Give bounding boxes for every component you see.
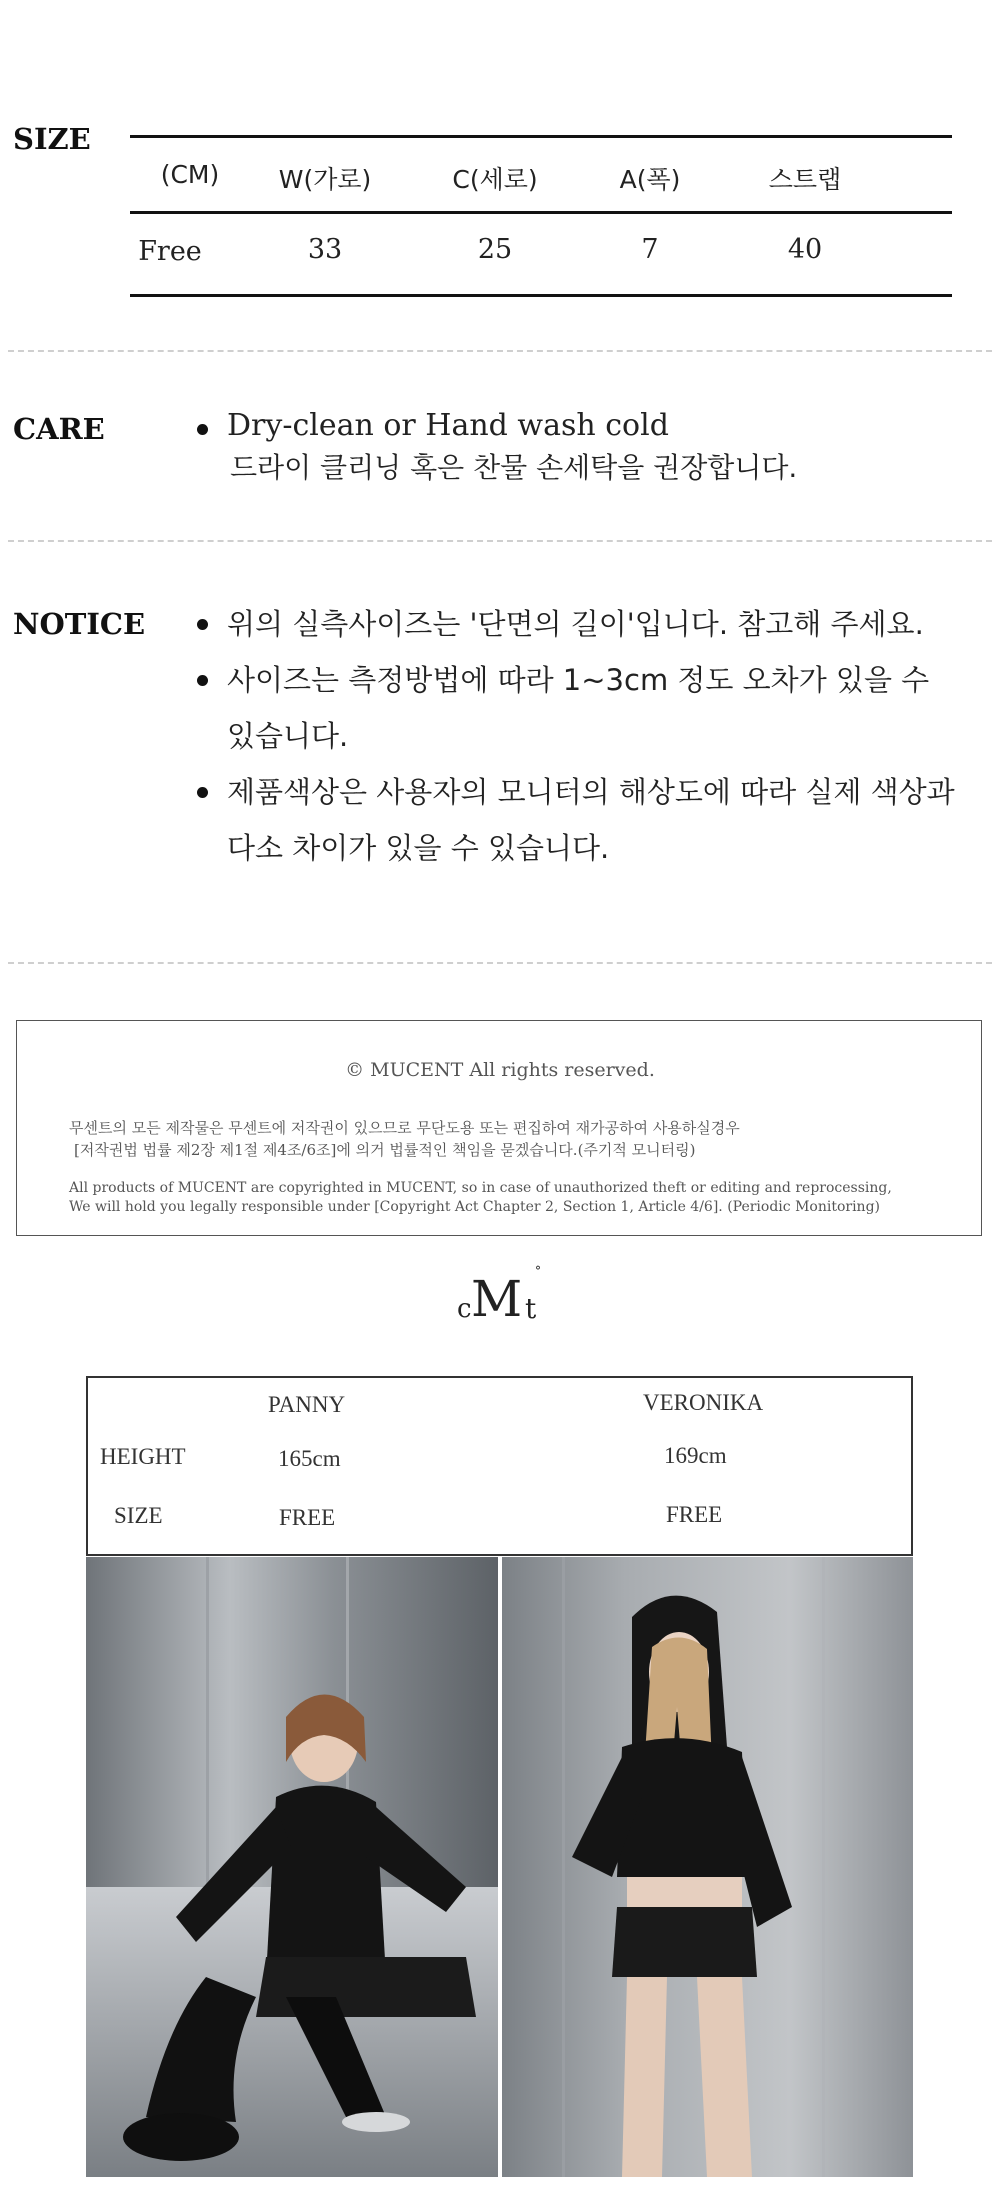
copyright-korean-line1: 무센트의 모든 제작물은 무센트에 저작권이 있으므로 무단도용 또는 편집하여 재가공하여 사용하실경우 [69, 1119, 740, 1137]
table-top-rule [130, 135, 952, 138]
size-header-depth: A(폭) [619, 165, 681, 194]
section-divider [8, 350, 992, 352]
notice-item-3 [227, 764, 955, 876]
model-info-table [86, 1376, 913, 1556]
copyright-box [16, 1020, 982, 1236]
care-english-text: Dry-clean or Hand wash cold [227, 408, 669, 443]
copyright-english-line2: We will hold you legally responsible under [Copyright Act Chapter 2, Section 1, Article 4/6]. (Periodic Monitoring) [69, 1199, 880, 1215]
size-cell-free: Free [138, 236, 202, 267]
table-mid-rule [130, 211, 952, 214]
notice-bullet [197, 675, 208, 686]
size-header-cm: (CM) [160, 160, 220, 189]
notice-item-2-line2: 있습니다. [227, 719, 349, 753]
photo-veronika-illustration [502, 1557, 913, 2177]
size-cell-height: 25 [477, 234, 513, 265]
table-bottom-rule [130, 294, 952, 297]
height-panny: 165cm [278, 1446, 341, 1471]
size-header-strap: 스트랩 [768, 165, 842, 194]
size-panny: FREE [279, 1505, 336, 1530]
size-cell-depth: 7 [641, 234, 659, 265]
model-photo-panny [86, 1557, 498, 2177]
size-veronika: FREE [666, 1502, 723, 1527]
logo-letter-t: t [525, 1292, 537, 1325]
care-bullet [197, 424, 208, 435]
notice-item-3-line1: 제품색상은 사용자의 모니터의 해상도에 따라 실제 색상과 [227, 775, 955, 809]
copyright-english-line1: All products of MUCENT are copyrighted in MUCENT, so in case of unauthorized theft or editing and reprocessing, [69, 1180, 892, 1196]
notice-bullet [197, 787, 208, 798]
notice-bullet [197, 619, 208, 630]
model-photo-veronika [502, 1557, 913, 2177]
notice-item-1-text: 위의 실측사이즈는 '단면의 길이'입니다. 참고해 주세요. [227, 607, 924, 641]
logo-registered-mark: ° [535, 1264, 541, 1278]
notice-item-2-line1: 사이즈는 측정방법에 따라 1~3cm 정도 오차가 있을 수 [227, 663, 930, 697]
size-header-height: C(세로) [452, 165, 538, 194]
notice-item-3-line2: 다소 차이가 있을 수 있습니다. [227, 831, 610, 865]
logo-letter-m: M [471, 1270, 523, 1328]
brand-logo [455, 1264, 545, 1330]
section-divider [8, 540, 992, 542]
copyright-korean-line2: [저작권법 법률 제2장 제1절 제4조/6조]에 의거 법률적인 책임을 묻겠습니다.(주기적 모니터링) [74, 1141, 696, 1159]
notice-item-2 [227, 652, 929, 764]
copyright-title: © MUCENT All rights reserved. [345, 1059, 655, 1081]
size-cell-strap: 40 [787, 234, 823, 265]
height-veronika: 169cm [664, 1443, 727, 1468]
size-label-model: SIZE [114, 1503, 163, 1528]
notice-label: NOTICE [13, 607, 146, 641]
photo-panny-illustration [86, 1557, 498, 2177]
section-divider [8, 962, 992, 964]
size-label: SIZE [13, 122, 91, 156]
logo-letter-c: c [457, 1294, 472, 1324]
model-name-panny: PANNY [268, 1392, 346, 1417]
notice-item-1 [227, 596, 924, 652]
size-cell-width: 33 [307, 234, 343, 265]
care-label: CARE [13, 412, 105, 446]
size-header-width: W(가로) [278, 165, 372, 194]
model-name-veronika: VERONIKA [643, 1390, 764, 1415]
care-korean-text: 드라이 클리닝 혹은 찬물 손세탁을 권장합니다. [230, 451, 798, 484]
height-label: HEIGHT [100, 1444, 186, 1469]
